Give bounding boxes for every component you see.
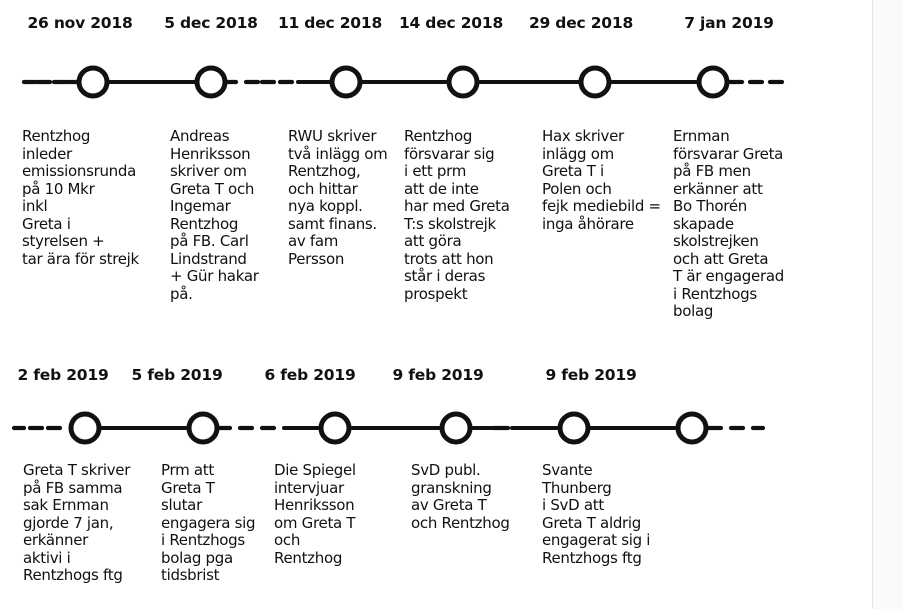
event-description: Greta T skriver på FB samma sak Ernman gjorde 7 jan, erkänner aktivi i Rentzhogs ftg — [23, 461, 131, 584]
timeline-row-1 — [24, 68, 782, 96]
timeline-node — [189, 414, 217, 442]
timeline-node — [678, 414, 706, 442]
event-date: 26 nov 2018 — [27, 14, 133, 32]
event-description: Prm att Greta T slutar engagera sig i Rentzhogs bolag pga tidsbrist — [161, 461, 256, 584]
timeline-node — [581, 68, 609, 96]
event-date: 9 feb 2019 — [545, 366, 637, 384]
event-date: 29 dec 2018 — [528, 14, 634, 32]
event-description: Rentzhog inleder emissionsrunda på 10 Mkr inkl Greta i styrelsen + tar ära för strejk — [22, 127, 139, 268]
page-edge-panel — [872, 0, 903, 609]
timeline-node — [332, 68, 360, 96]
event-date: 6 feb 2019 — [264, 366, 356, 384]
event-date: 2 feb 2019 — [17, 366, 109, 384]
event-description: Svante Thunberg i SvD att Greta T aldrig engagerat sig i Rentzhogs ftg — [542, 461, 651, 567]
event-date: 5 dec 2018 — [164, 14, 258, 32]
timeline-node — [699, 68, 727, 96]
timeline-node — [71, 414, 99, 442]
timeline-row-2 — [14, 414, 763, 442]
event-description: SvD publ. granskning av Greta T och Rentzhog — [411, 461, 510, 532]
timeline-node — [79, 68, 107, 96]
timeline-node — [321, 414, 349, 442]
timeline-node — [560, 414, 588, 442]
event-date: 9 feb 2019 — [392, 366, 484, 384]
event-description: Rentzhog försvarar sig i ett prm att de inte har med Greta T:s skolstrejk att göra trots att hon står i deras prospekt — [404, 127, 510, 303]
timeline-node — [442, 414, 470, 442]
event-description: Ernman försvarar Greta på FB men erkänner att Bo Thorén skapade skolstrejken och att Greta T är engagerad i Rentzhogs bolag — [673, 127, 784, 320]
event-description: Andreas Henriksson skriver om Greta T och Ingemar Rentzhog på FB. Carl Lindstrand + Gür hakar på. — [170, 127, 259, 303]
timeline-node — [197, 68, 225, 96]
event-date: 14 dec 2018 — [398, 14, 504, 32]
event-description: Hax skriver inlägg om Greta T i Polen och fejk mediebild = inga åhörare — [542, 127, 661, 233]
timeline-node — [449, 68, 477, 96]
event-description: Die Spiegel intervjuar Henriksson om Greta T och Rentzhog — [274, 461, 356, 567]
event-date: 11 dec 2018 — [277, 14, 383, 32]
event-date: 7 jan 2019 — [684, 14, 774, 32]
event-date: 5 feb 2019 — [131, 366, 223, 384]
event-description: RWU skriver två inlägg om Rentzhog, och hittar nya koppl. samt finans. av fam Persson — [288, 127, 388, 268]
